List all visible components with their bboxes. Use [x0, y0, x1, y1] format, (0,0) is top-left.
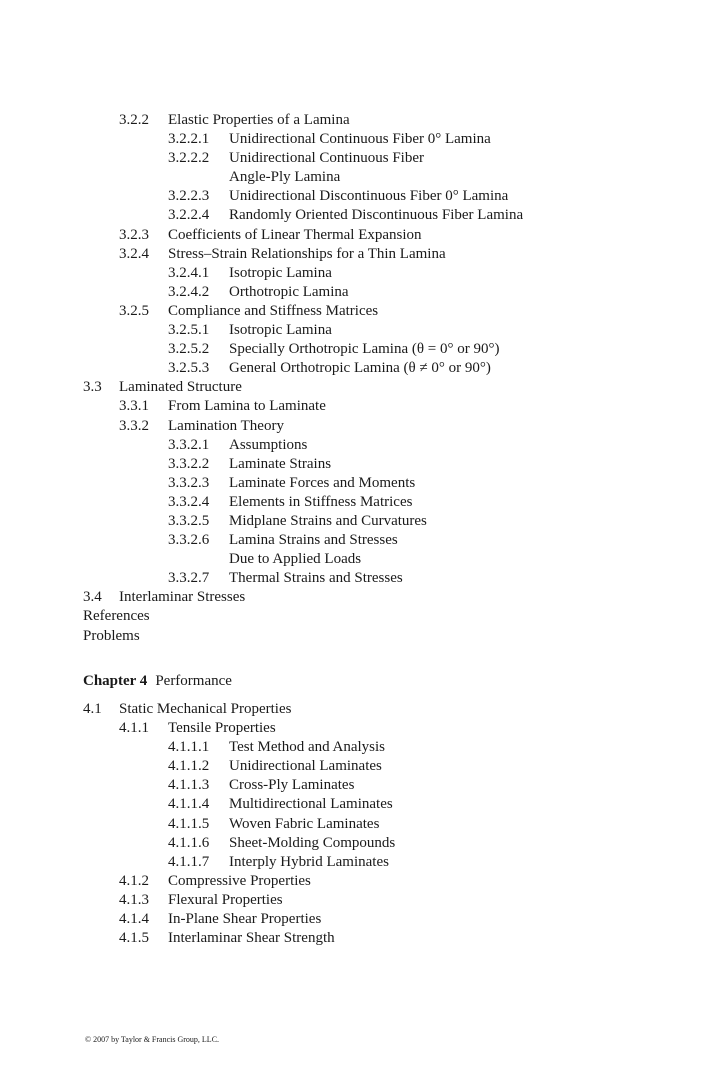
toc-entry-number: 3.3.2.3	[168, 474, 210, 491]
toc-entry-number: 3.2.5.1	[168, 322, 210, 339]
toc-entry	[0, 853, 705, 872]
toc-entry	[0, 130, 705, 149]
toc-entry-title: From Lamina to Laminate	[168, 398, 326, 415]
toc-entry-number: 3.2.4	[119, 245, 149, 262]
toc-entry-title: Isotropic Lamina	[229, 264, 332, 281]
toc-entry	[0, 627, 705, 646]
toc-entry	[0, 397, 705, 416]
toc-entry	[0, 245, 705, 264]
toc-entry-number: 4.1.1	[119, 720, 149, 737]
toc-entry	[0, 417, 705, 436]
toc-entry	[0, 264, 705, 283]
toc-entry	[0, 891, 705, 910]
toc-entry-number: 4.1.2	[119, 872, 149, 889]
toc-entry	[0, 474, 705, 493]
copyright-footer: © 2007 by Taylor & Francis Group, LLC.	[85, 1035, 220, 1044]
chapter-label: Chapter 4	[83, 673, 148, 689]
toc-entry	[0, 588, 705, 607]
toc-entry	[0, 834, 705, 853]
toc-entry-number: 3.2.2.1	[168, 131, 210, 148]
chapter-title: Performance	[155, 673, 232, 689]
toc-entry-title: Unidirectional Continuous Fiber 0° Lamina	[229, 131, 491, 148]
toc-entry	[0, 359, 705, 378]
toc-entry	[0, 815, 705, 834]
toc-entry-number: 3.2.2	[119, 112, 149, 128]
toc-entry-title: Stress–Strain Relationships for a Thin Lamina	[168, 245, 446, 262]
toc-entry	[0, 436, 705, 455]
toc-entry	[0, 872, 705, 891]
toc-entry-number: 4.1.1.5	[168, 815, 210, 832]
toc-entry	[0, 550, 705, 569]
toc-entry-number: 4.1.1.3	[168, 777, 210, 794]
toc-entry-number: 4.1.1.7	[168, 853, 210, 870]
toc-entry	[0, 187, 705, 206]
toc-entry-title: Cross-Ply Laminates	[229, 777, 355, 794]
toc-entry-number: 3.3.2.2	[168, 455, 210, 472]
toc-entry	[0, 776, 705, 795]
toc-entry-title: Compressive Properties	[168, 872, 311, 889]
toc-entry	[0, 378, 705, 397]
toc-entry-title: Woven Fabric Laminates	[229, 815, 380, 832]
toc-entry-number: 4.1.3	[119, 891, 149, 908]
toc-entry	[0, 531, 705, 550]
toc-entry	[0, 111, 705, 130]
toc-entry-title: Lamination Theory	[168, 417, 284, 434]
toc-entry-number: 3.4	[83, 589, 102, 606]
toc-entry-title: Flexural Properties	[168, 891, 283, 908]
toc-entry-number: 4.1.1.2	[168, 758, 210, 775]
toc-entry-number: 3.2.5.3	[168, 360, 210, 377]
toc-entry-number: 4.1	[83, 701, 102, 717]
toc-entry-title: Specially Orthotropic Lamina (θ = 0° or 90°)	[229, 341, 500, 358]
toc-entry	[0, 283, 705, 302]
toc-entry-title: Laminated Structure	[119, 379, 242, 396]
toc-entry	[0, 738, 705, 757]
toc-entry-title: Tensile Properties	[168, 720, 276, 737]
toc-entry-title: Static Mechanical Properties	[119, 701, 292, 717]
toc-entry-number: 3.3.2	[119, 417, 149, 434]
toc-entry-number: 4.1.1.6	[168, 834, 210, 851]
toc-entry-title: In-Plane Shear Properties	[168, 911, 322, 928]
toc-entry	[0, 910, 705, 929]
toc-entry-number: 3.2.2.3	[168, 188, 210, 205]
toc-entry-number: 4.1.1.1	[168, 739, 210, 756]
toc-entry	[0, 757, 705, 776]
toc-entry	[0, 455, 705, 474]
toc-entry	[0, 340, 705, 359]
toc-entry-title: Multidirectional Laminates	[229, 796, 393, 813]
toc-entry-title: Unidirectional Laminates	[229, 758, 382, 775]
toc-entry	[0, 206, 705, 225]
toc-entry-number: 3.2.3	[119, 226, 149, 243]
toc-entry-title: Problems	[83, 627, 140, 644]
toc-entry-number: 3.3.2.4	[168, 493, 210, 510]
toc-entry-title: References	[83, 608, 150, 625]
toc-entry-title: Interply Hybrid Laminates	[229, 853, 389, 870]
toc-entry-title: Laminate Forces and Moments	[229, 474, 416, 491]
toc-entry-title: Compliance and Stiffness Matrices	[168, 302, 379, 319]
toc-entry-number: 3.3	[83, 379, 102, 396]
toc-entry	[0, 149, 705, 168]
toc-entry-title: Unidirectional Continuous Fiber	[229, 150, 424, 167]
toc-entry-number: 4.1.5	[119, 930, 149, 947]
toc-entry-number: 3.2.2.2	[168, 150, 210, 167]
toc-entry	[0, 795, 705, 814]
toc-entry-title: Elastic Properties of a Lamina	[168, 112, 350, 128]
toc-entry-number: 3.3.2.6	[168, 532, 210, 549]
toc-entry	[0, 168, 705, 187]
toc-chapter-4	[0, 700, 705, 948]
toc-entry-title: Interlaminar Shear Strength	[168, 930, 335, 947]
toc-entry-title: Orthotropic Lamina	[229, 283, 349, 300]
toc-entry	[0, 512, 705, 531]
toc-entry-title: Lamina Strains and Stresses	[229, 532, 398, 549]
toc-entry-title: Laminate Strains	[229, 455, 332, 472]
toc-entry-title: Coefficients of Linear Thermal Expansion	[168, 226, 422, 243]
toc-entry-number: 3.2.4.2	[168, 283, 210, 300]
toc-entry-title: Midplane Strains and Curvatures	[229, 512, 427, 529]
toc-entry-number: 3.2.4.1	[168, 264, 210, 281]
toc-entry-number: 3.3.1	[119, 398, 149, 415]
toc-entry-title: Interlaminar Stresses	[119, 589, 246, 606]
chapter-heading	[83, 672, 232, 691]
toc-entry-title: Sheet-Molding Compounds	[229, 834, 396, 851]
toc-entry-title: Due to Applied Loads	[229, 551, 362, 568]
toc-entry-number: 3.3.2.5	[168, 512, 210, 529]
toc-entry	[0, 226, 705, 245]
toc-entry-title: Elements in Stiffness Matrices	[229, 493, 413, 510]
toc-entry	[0, 302, 705, 321]
toc-entry-title: Test Method and Analysis	[229, 739, 386, 756]
toc-entry	[0, 719, 705, 738]
toc-entry	[0, 321, 705, 340]
toc-entry	[0, 929, 705, 948]
toc-entry-title: Unidirectional Discontinuous Fiber 0° Lamina	[229, 188, 509, 205]
toc-entry-title: Angle-Ply Lamina	[229, 169, 341, 186]
toc-entry-title: Thermal Strains and Stresses	[229, 570, 403, 587]
toc-entry-title: Randomly Oriented Discontinuous Fiber Lamina	[229, 207, 524, 224]
toc-chapter-3-continued	[0, 111, 705, 646]
toc-entry	[0, 700, 705, 719]
toc-entry-number: 3.2.5.2	[168, 341, 210, 358]
toc-entry-number: 3.2.2.4	[168, 207, 210, 224]
toc-entry-title: Assumptions	[229, 436, 308, 453]
toc-entry	[0, 569, 705, 588]
toc-entry-title: Isotropic Lamina	[229, 322, 332, 339]
toc-entry-number: 3.3.2.7	[168, 570, 210, 587]
toc-entry-number: 3.2.5	[119, 302, 149, 319]
toc-entry-title: General Orthotropic Lamina (θ ≠ 0° or 90°)	[229, 360, 491, 377]
toc-entry	[0, 493, 705, 512]
toc-entry-number: 4.1.1.4	[168, 796, 210, 813]
toc-entry-number: 3.3.2.1	[168, 436, 210, 453]
toc-entry	[0, 607, 705, 626]
toc-entry-number: 4.1.4	[119, 911, 149, 928]
